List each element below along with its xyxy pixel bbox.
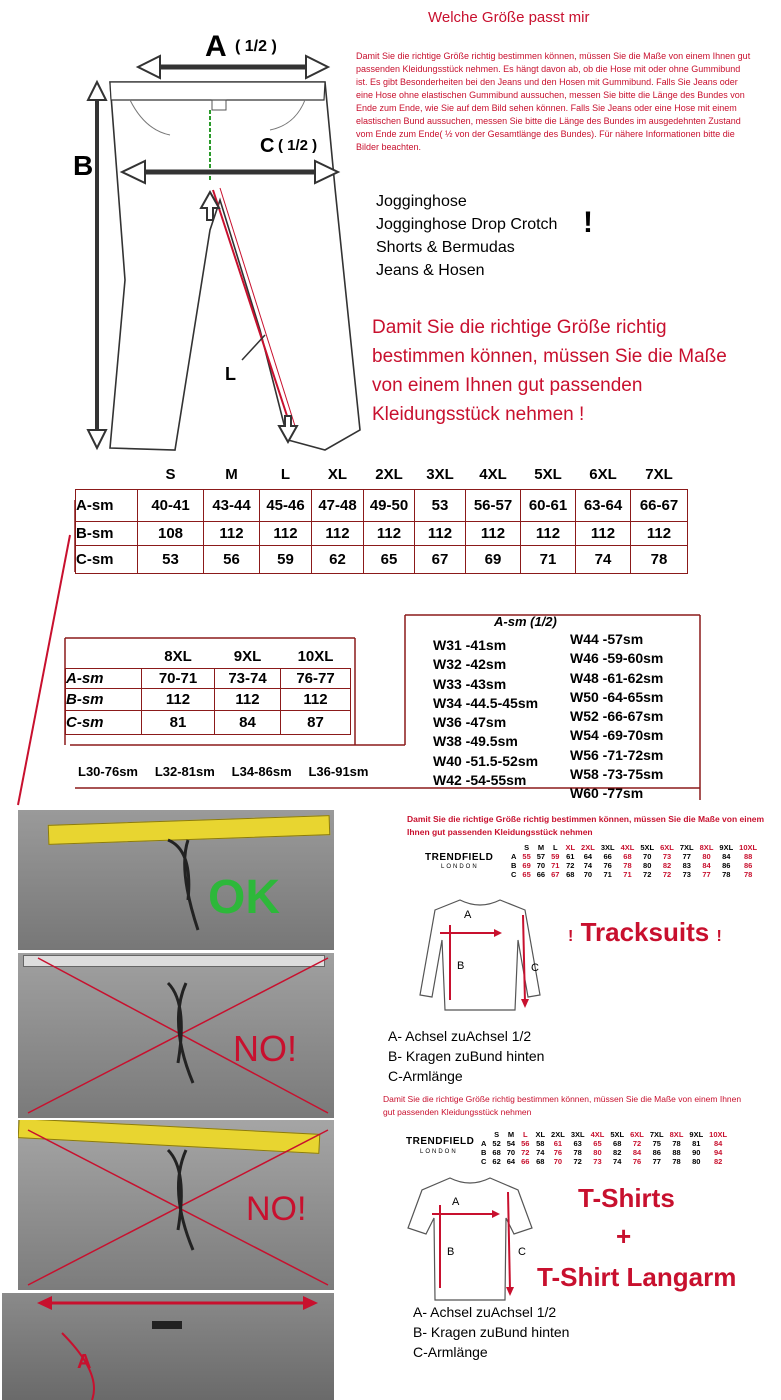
table-cell: 112: [364, 521, 415, 545]
table-header-cell: 6XL: [660, 843, 674, 852]
product-item: Jeans & Hosen: [376, 262, 485, 279]
table-cell: 73-74: [215, 668, 281, 688]
table-cell: 68: [566, 870, 575, 879]
jacket-icon: [410, 885, 550, 1015]
table-cell: 84: [713, 1139, 723, 1148]
table-row: [508, 852, 760, 861]
table-header-cell: L: [552, 843, 558, 852]
row-label: A-sm: [76, 489, 138, 521]
waist-item: W50 -64-65sm: [570, 688, 664, 705]
length-list: [78, 764, 368, 779]
table-cell: 77: [682, 852, 691, 861]
table-header-row: [508, 843, 760, 852]
label-c-half: ( 1/2 ): [278, 137, 318, 154]
table-header-cell: XL: [535, 1130, 546, 1139]
photo-no-2: [18, 1120, 334, 1290]
table-header-cell: S: [165, 465, 176, 483]
table-row: [478, 1139, 730, 1148]
table-cell: 112: [281, 688, 351, 710]
table-row: [478, 1157, 730, 1166]
table-header-cell: 7XL: [649, 1130, 664, 1139]
table-cell: 68: [492, 1148, 501, 1157]
table-header-cell: 4XL: [590, 1130, 605, 1139]
table-header-cell: M: [537, 843, 545, 852]
table-header-cell: 2XL: [581, 843, 595, 852]
drawstring-icon: [18, 810, 334, 950]
table-cell: 88: [743, 852, 753, 861]
label-a-half: ( 1/2 ): [235, 38, 277, 55]
page-title: Welche Größe passt mir: [428, 9, 590, 26]
table-cell: 78: [573, 1148, 582, 1157]
table-cell: 72: [566, 861, 575, 870]
table-cell: 59: [260, 545, 312, 573]
table-cell: 78: [623, 861, 632, 870]
row-label: A-sm: [66, 668, 142, 688]
table-cell: 82: [662, 861, 672, 870]
table-cell: 72: [521, 1148, 530, 1157]
table-cell: 78: [672, 1157, 681, 1166]
tracksuit-figure: [410, 885, 550, 1015]
waist-title: A-sm (1/2): [494, 614, 557, 629]
table-cell: 55: [522, 852, 531, 861]
waist-item: W33 -43sm: [433, 675, 507, 692]
row-label: C: [511, 870, 517, 879]
table-cell: 69: [466, 545, 521, 573]
table-row: [478, 1148, 730, 1157]
figure-label-a: A: [452, 1196, 460, 1208]
table-cell: 72: [662, 870, 672, 879]
table-cell: 112: [466, 521, 521, 545]
row-label: B: [511, 861, 517, 870]
tshirts-heading-plus: +: [616, 1221, 632, 1251]
table-cell: 65: [364, 545, 415, 573]
figure-label-c: C: [518, 1246, 526, 1258]
table-header-cell: 4XL: [479, 465, 507, 483]
table-header-cell: 9XL: [719, 843, 734, 852]
table-cell: 82: [613, 1148, 622, 1157]
waist-list-2: [570, 630, 663, 804]
table-header-cell: 5XL: [610, 1130, 625, 1139]
waist-item: W34 -44.5-45sm: [433, 694, 539, 711]
table-cell: 52: [492, 1139, 501, 1148]
waist-item: W60 -77sm: [570, 785, 644, 802]
heading-text: Tracksuits: [580, 917, 710, 947]
table-cell: 78: [722, 870, 731, 879]
table-cell: 70: [643, 852, 652, 861]
table-cell: 76: [603, 861, 612, 870]
waist-item: W40 -51.5-52sm: [433, 752, 539, 769]
table-cell: 70: [506, 1148, 516, 1157]
table-cell: 82: [713, 1157, 723, 1166]
table-cell: 66-67: [631, 489, 688, 521]
brand-sub: LONDON: [420, 1149, 458, 1155]
connector-lines: [0, 440, 781, 820]
table-cell: 80: [692, 1157, 701, 1166]
length-item: L32-81sm: [154, 764, 215, 779]
row-label: A: [481, 1139, 487, 1148]
row-label: B: [481, 1148, 487, 1157]
table-header-cell: XL: [565, 843, 576, 852]
table-cell: 112: [142, 688, 215, 710]
heading-mark: !: [568, 928, 574, 945]
waist-list-1: [433, 636, 538, 790]
table-cell: 53: [138, 545, 204, 573]
table-header-cell: 10XL: [709, 1130, 728, 1139]
table-cell: 59: [551, 852, 560, 861]
length-item: L34-86sm: [231, 764, 292, 779]
table-cell: 74: [576, 545, 631, 573]
note-big: Damit Sie die richtige Größe richtig bestimmen können, müssen Sie die Maße von einem Ihnen gut passenden Kleidungsstück nehmen !: [372, 317, 727, 425]
table-cell: 74: [536, 1148, 545, 1157]
table-row: [508, 861, 760, 870]
legend-item: C-Armlänge: [413, 1344, 488, 1360]
length-item: L36-91sm: [308, 764, 369, 779]
waist-item: W32 -42sm: [433, 656, 507, 673]
table-cell: 86: [652, 1148, 661, 1157]
table-header-cell: 2XL: [375, 465, 403, 483]
legend-item: A- Achsel zuAchsel 1/2: [388, 1028, 532, 1044]
table-header-cell: 2XL: [551, 1130, 565, 1139]
table-cell: 53: [415, 489, 466, 521]
table-cell: 64: [506, 1157, 516, 1166]
table-header-cell: L: [522, 1130, 528, 1139]
table-cell: 56: [204, 545, 260, 573]
table-header-cell: 7XL: [645, 465, 673, 483]
waist-item: W52 -66-67sm: [570, 708, 664, 725]
table-cell: 57: [536, 852, 546, 861]
table-cell: 70: [583, 870, 593, 879]
table-cell: 84: [702, 861, 711, 870]
waist-item: W46 -59-60sm: [570, 650, 664, 667]
table-cell: 112: [260, 521, 312, 545]
table-header-cell: S: [524, 843, 530, 852]
table-cell: 112: [631, 521, 688, 545]
table-cell: 64: [583, 852, 593, 861]
table-header-cell: 5XL: [534, 465, 562, 483]
table-cell: 80: [702, 852, 711, 861]
tracksuits-legend: [388, 1026, 544, 1086]
product-item: Shorts & Bermudas: [376, 239, 515, 256]
legend-item: A- Achsel zuAchsel 1/2: [413, 1304, 557, 1320]
table-cell: 86: [743, 861, 753, 870]
table-header-cell: 8XL: [669, 1130, 684, 1139]
table-cell: 112: [576, 521, 631, 545]
row-label: C: [481, 1157, 487, 1166]
table-cell: 58: [536, 1139, 545, 1148]
table-cell: 72: [632, 1139, 642, 1148]
label-c: C: [260, 135, 275, 157]
ok-label: OK: [208, 871, 280, 924]
table-cell: 43-44: [204, 489, 260, 521]
waist-item: W48 -61-62sm: [570, 669, 664, 686]
table-cell: 56-57: [466, 489, 521, 521]
product-item: Jogginghose: [376, 193, 467, 210]
table-cell: 71: [521, 545, 576, 573]
table-cell: 84: [722, 852, 731, 861]
table-cell: 71: [623, 870, 632, 879]
table-header-cell: 10XL: [297, 648, 334, 666]
table-cell: 69: [522, 861, 531, 870]
waist-item: W38 -49.5sm: [433, 733, 518, 750]
table-header-cell: 9XL: [233, 648, 262, 666]
table-cell: 112: [521, 521, 576, 545]
table-header-cell: 3XL: [600, 843, 615, 852]
table-cell: 112: [415, 521, 466, 545]
table-header-cell: 3XL: [570, 1130, 585, 1139]
table-header-cell: 3XL: [426, 465, 454, 483]
table-header-cell: 9XL: [689, 1130, 704, 1139]
row-label: A: [511, 852, 517, 861]
length-item: L30-76sm: [78, 764, 138, 779]
tshirts-heading-1: T-Shirts: [578, 1183, 675, 1213]
table-cell: 74: [583, 861, 593, 870]
label-b: B: [73, 150, 94, 181]
table-cell: 65: [522, 870, 531, 879]
table-cell: 61: [566, 852, 575, 861]
table-cell: 70: [536, 861, 546, 870]
table-header-cell: XL: [327, 465, 348, 483]
table-cell: 63-64: [576, 489, 631, 521]
table-cell: 77: [702, 870, 711, 879]
table-cell: 84: [632, 1148, 642, 1157]
waist-item: W31 -41sm: [433, 637, 507, 653]
table-cell: 49-50: [364, 489, 415, 521]
tshirt-icon: [400, 1170, 540, 1305]
row-label: C-sm: [66, 710, 142, 734]
photo-jeans: [2, 1293, 334, 1400]
tracksuits-size-table: [508, 843, 760, 879]
tshirt-figure: [400, 1170, 540, 1305]
table-cell: 68: [536, 1157, 545, 1166]
table-header-cell: 8XL: [164, 648, 192, 666]
table-cell: 84: [215, 710, 281, 734]
table-cell: 70: [553, 1157, 563, 1166]
jeans-measure-arrow: [2, 1293, 334, 1400]
label-a: A: [205, 30, 227, 63]
table-row: [508, 870, 760, 879]
table-cell: 66: [536, 870, 546, 879]
tshirts-note: Damit Sie die richtige Größe richtig bestimmen können, müssen Sie die Maße von einem Ihnen gut passenden Kleidungsstück nehmen: [383, 1094, 742, 1117]
table-cell: 112: [215, 688, 281, 710]
no-label: NO!: [246, 1190, 307, 1228]
table-header-cell: 5XL: [640, 843, 655, 852]
table-cell: 78: [672, 1139, 681, 1148]
table-cell: 66: [521, 1157, 530, 1166]
table-header-cell: 10XL: [739, 843, 758, 852]
table-cell: 56: [521, 1139, 530, 1148]
product-list: [376, 190, 557, 282]
table-cell: 66: [603, 852, 612, 861]
heading-mark: !: [716, 928, 722, 945]
pants-diagram: [70, 30, 370, 460]
table-cell: 78: [631, 545, 688, 573]
table-header-cell: 8XL: [699, 843, 714, 852]
table-cell: 62: [492, 1157, 501, 1166]
table-cell: 90: [692, 1148, 701, 1157]
waist-item: W44 -57sm: [570, 631, 644, 647]
photo-ok: [18, 810, 334, 950]
waist-item: W54 -69-70sm: [570, 727, 664, 744]
waist-item: W36 -47sm: [433, 714, 507, 731]
table-cell: 72: [573, 1157, 582, 1166]
table-header-cell: 6XL: [589, 465, 617, 483]
table-cell: 83: [682, 861, 691, 870]
table-cell: 62: [312, 545, 364, 573]
table-cell: 60-61: [521, 489, 576, 521]
row-label: B-sm: [76, 521, 138, 545]
table-header-cell: M: [225, 465, 238, 483]
table-cell: 81: [692, 1139, 701, 1148]
table-cell: 108: [138, 521, 204, 545]
jeans-label-a: A: [77, 1351, 92, 1373]
table-cell: 61: [553, 1139, 563, 1148]
waist-item: W42 -54-55sm: [433, 772, 527, 789]
table-cell: 47-48: [312, 489, 364, 521]
table-header-cell: S: [494, 1130, 500, 1139]
table-cell: 65: [593, 1139, 602, 1148]
table-cell: 88: [672, 1148, 681, 1157]
no-label: NO!: [233, 1028, 298, 1069]
table-cell: 73: [682, 870, 691, 879]
table-cell: 77: [652, 1157, 661, 1166]
table-cell: 71: [551, 861, 560, 870]
table-cell: 72: [643, 870, 652, 879]
table-cell: 68: [613, 1139, 622, 1148]
tshirts-legend: [413, 1302, 569, 1362]
table-cell: 87: [281, 710, 351, 734]
table-cell: 73: [593, 1157, 602, 1166]
tracksuits-heading: [568, 917, 722, 948]
table-cell: 40-41: [138, 489, 204, 521]
table-cell: 76: [553, 1148, 563, 1157]
row-label: C-sm: [76, 545, 138, 573]
table-header-cell: L: [280, 465, 291, 483]
pants-drawing: [70, 30, 370, 460]
table-cell: 74: [613, 1157, 622, 1166]
figure-label-b: B: [447, 1246, 455, 1258]
table-cell: 80: [593, 1148, 602, 1157]
tshirts-size-table: [478, 1130, 730, 1166]
table-cell: 86: [722, 861, 731, 870]
figure-label-b: B: [457, 960, 465, 972]
figure-label-a: A: [464, 909, 472, 921]
figure-label-c: C: [531, 962, 539, 974]
waist-item: W58 -73-75sm: [570, 766, 664, 783]
table-cell: 54: [506, 1139, 516, 1148]
table-header-cell: 7XL: [679, 843, 694, 852]
brand-logo: TRENDFIELD: [425, 852, 494, 863]
table-cell: 63: [573, 1139, 582, 1148]
table-header-cell: 6XL: [630, 1130, 644, 1139]
row-label: B-sm: [66, 688, 142, 710]
table-header-row: [478, 1130, 730, 1139]
product-item: Jogginghose Drop Crotch: [376, 216, 558, 233]
table-cell: 70-71: [142, 668, 215, 688]
legend-item: B- Kragen zuBund hinten: [413, 1324, 570, 1340]
table-cell: 94: [713, 1148, 723, 1157]
table-cell: 67: [551, 870, 560, 879]
table-cell: 71: [603, 870, 612, 879]
table-cell: 112: [204, 521, 260, 545]
waist-item: W56 -71-72sm: [570, 746, 664, 763]
photo-no-1: [18, 953, 334, 1118]
table-cell: 75: [652, 1139, 661, 1148]
table-header-cell: M: [507, 1130, 515, 1139]
intro-text: Damit Sie die richtige Größe richtig bestimmen können, müssen Sie die Maße von einem Ihnen gut passenden Kleidungsstück nehmen. Es hängt davon ab, ob die Hose mit oder ohne Gummibund ist. Es gibt Besonderheiten bei den Jeans und den Hosen mit Gummibund. Falls Sie Jeans oder eine Hose ohne elastischen Gummibund aussuchen, messen Sie bitte die Länge des Bundes von Ende zum Ende, wie Sie auf dem Bild sehen können. Falls Sie Jeans oder eine Hose mit einem elastischen Bund aussuchen, messen Sie bitte die Länge des Bundes im ausgedehnten Zustand vom Ende zum Ende( ½ von der Gesamtlänge des Bundes). Für nähere Informationen bitte die Bilder beachten.: [356, 51, 751, 152]
table-cell: 73: [662, 852, 672, 861]
label-l: L: [225, 364, 236, 384]
table-cell: 112: [312, 521, 364, 545]
brand-sub: LONDON: [441, 864, 479, 870]
exclamation-mark: !: [583, 206, 593, 239]
brand-logo: TRENDFIELD: [406, 1136, 475, 1147]
tshirts-heading-2: T-Shirt Langarm: [537, 1262, 737, 1292]
table-cell: 80: [643, 861, 652, 870]
table-cell: 76-77: [281, 668, 351, 688]
table-cell: 78: [743, 870, 753, 879]
tracksuits-note: Damit Sie die richtige Größe richtig bestimmen können, müssen Sie die Maße von einem Ihnen gut passenden Kleidungsstück nehmen: [407, 814, 765, 837]
legend-item: C-Armlänge: [388, 1068, 463, 1084]
table-cell: 68: [623, 852, 632, 861]
table-cell: 76: [632, 1157, 642, 1166]
table-cell: 67: [415, 545, 466, 573]
legend-item: B- Kragen zuBund hinten: [388, 1048, 545, 1064]
table-cell: 81: [142, 710, 215, 734]
table-header-cell: 4XL: [620, 843, 635, 852]
table-cell: 45-46: [260, 489, 312, 521]
